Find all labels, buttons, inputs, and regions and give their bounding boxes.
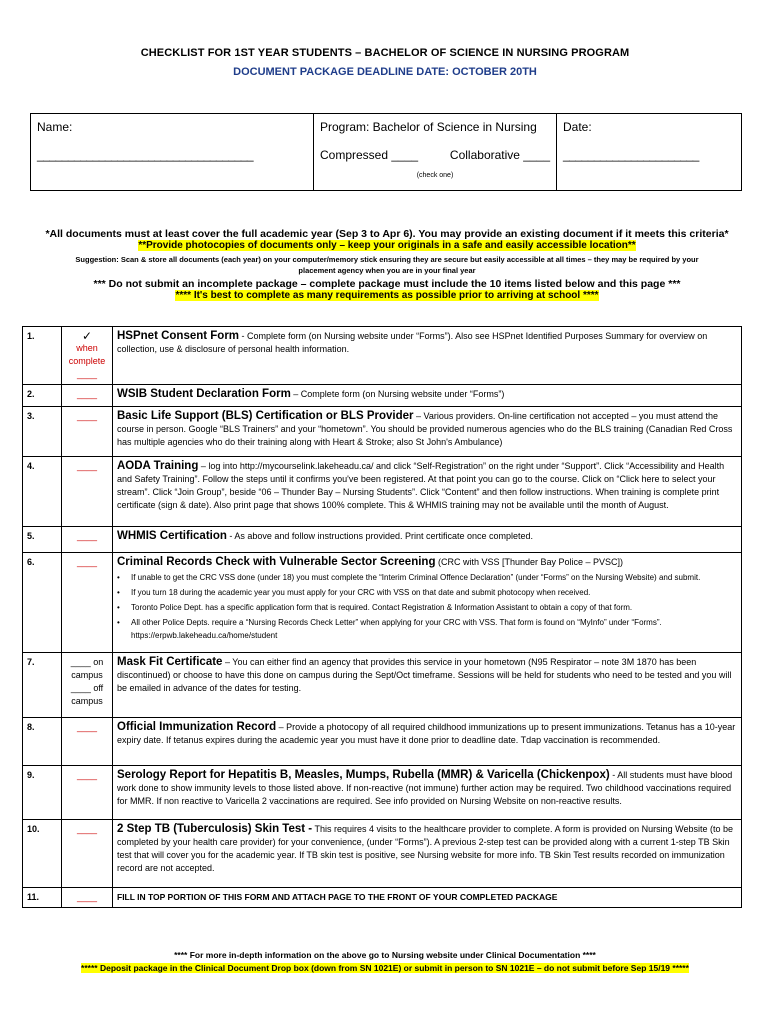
checklist-row: [23, 527, 742, 553]
page-title: CHECKLIST FOR 1ST YEAR STUDENTS – BACHELOR OF SCIENCE IN NURSING PROGRAM: [140, 47, 630, 59]
item-description: [113, 327, 742, 385]
intro-line-2: **Provide photocopies of documents only – keep your originals in a safe and easily accessible location**: [138, 240, 636, 251]
item-description: [113, 888, 742, 908]
checkmark-icon: ✓: [81, 329, 93, 343]
check-one-note: (check one): [416, 172, 454, 179]
checklist-row: [23, 653, 742, 718]
item-number: 3.: [23, 407, 62, 457]
program-cell: [314, 114, 557, 191]
date-cell[interactable]: [557, 114, 742, 191]
item-description: [113, 527, 742, 553]
item-name: Mask Fit Certificate: [117, 656, 223, 668]
item-details: – log into http://mycourselink.lakeheadu.ca/ and click “Self-Registration” on the right under “Support”. Click “Accessibility and Health and Safety Training”. Follow the steps until it confirms you've been registered. At that point you can go to the course. Click on “Click here to select your stream”. Click “Join Group”, beside “06 – Thunder Bay – Nursing Students”. Click “Content” and then follow instructions. When training is complete print certificate (sign & date). Also print page that shows 100% complete. This & WHMIS training may not be available until the month of August.: [117, 461, 725, 510]
item-details: (CRC with VSS [Thunder Bay Police – PVSC]): [435, 557, 624, 567]
checklist-row: [23, 553, 742, 653]
item-description: [113, 766, 742, 820]
check-blank: ____: [76, 770, 98, 780]
item-description: [113, 718, 742, 766]
checklist-row: [23, 327, 742, 385]
checklist-row: [23, 407, 742, 457]
bullet-item: • If you turn 18 during the academic year you must apply for your CRC with VSS on that date and submit photocopy when received.: [117, 586, 737, 599]
item-details: This requires 4 visits to the healthcare provider to complete. A form is provided on Nursing Website (to be completed by your health care provider) for your convenience, (under “Forms”). A previous 2-step test can be provided along with a current 1-step TB Skin test that will cover you for the academic year. If TB skin test is positive, see Nursing website for more info. TB Skin Test results recorded on immunization record are not accepted.: [117, 824, 733, 873]
item-number: 5.: [23, 527, 62, 553]
checklist-row: [23, 457, 742, 527]
item-name: Basic Life Support (BLS) Certification or BLS Provider: [117, 410, 414, 422]
bullet-item: • If unable to get the CRC VSS done (under 18) you must complete the “Interim Criminal Offence Declaration” (under “Forms” on the Nursing Website) and submit.: [117, 571, 737, 584]
item-number: 8.: [23, 718, 62, 766]
footer-line-1: **** For more in-depth information on the above go to Nursing website under Clinical Documentation ****: [174, 950, 596, 960]
item-number: 4.: [23, 457, 62, 527]
item-details: – You can either find an agency that provides this service in your hometown (N95 Respirator – note 3M 1870 has been discontinued) or choose to have this done on campus during the Sept/Oct timeframe. Sessions will be held for students who need to be tested and you will be emailed in advance of the dates for testing.: [117, 657, 732, 693]
item-name: WHMIS Certification: [117, 530, 227, 542]
item-description: [113, 653, 742, 718]
item-details: – Various providers. On-line certification not accepted – you must attend the course in person. Google “BLS Trainers” and your “hometown”. You should be provided numerous agencies who do the BLS training (Canadian Red Cross has multiple agencies who do their training along with Heart & Stroke; also St John's Ambulance): [117, 411, 733, 447]
checklist-row: [23, 385, 742, 407]
check-blank: ____: [76, 389, 98, 399]
checklist-row: [23, 820, 742, 888]
item-details: - All students must have blood work done to show immunity levels to those listed above. If non-reactive (not immune) further action may be required. Two childhood vaccinations required for MMR. If non reactive to Varicella 2 vaccinations are required. See info provided on Nursing Website on non-reactive results.: [117, 770, 733, 806]
completion-checkbox[interactable]: [62, 888, 113, 908]
item-description: [113, 407, 742, 457]
program-label: Program: Bachelor of Science in Nursing: [320, 120, 537, 134]
checklist-row: [23, 888, 742, 908]
name-cell[interactable]: [31, 114, 314, 191]
checklist-row: [23, 718, 742, 766]
item-name: AODA Training: [117, 460, 199, 472]
check-blank: ____: [76, 722, 98, 732]
completion-checkbox[interactable]: [62, 527, 113, 553]
completion-checkbox[interactable]: [62, 820, 113, 888]
completion-checkbox[interactable]: [62, 766, 113, 820]
check-blank: when complete ____: [68, 343, 106, 379]
compressed-option[interactable]: Compressed ____: [320, 148, 419, 162]
check-blank: ____: [76, 411, 98, 421]
completion-checkbox[interactable]: [62, 327, 113, 385]
item-details: - Complete form (on Nursing website under “Forms”). Also see HSPnet Identified Purposes Summary for overview on collection, use & disclosure of personal health information.: [117, 331, 708, 354]
item-description: [113, 457, 742, 527]
completion-checkbox[interactable]: [62, 407, 113, 457]
intro-line-5: **** It's best to complete as many requirements as possible prior to arriving at school ****: [175, 290, 599, 301]
item-number: 11.: [23, 888, 62, 908]
intro-line-1: *All documents must at least cover the full academic year (Sep 3 to Apr 6). You may provide an existing document if it meets this criteria*: [45, 228, 729, 240]
item-description: [113, 553, 742, 653]
item-description: [113, 820, 742, 888]
item-number: 7.: [23, 653, 62, 718]
collaborative-option[interactable]: Collaborative ____: [449, 148, 550, 162]
check-blank: ____: [76, 892, 98, 902]
intro-section: [22, 228, 752, 301]
name-label: Name:: [37, 120, 73, 134]
date-blank[interactable]: ______________________: [563, 148, 699, 162]
item-name: Serology Report for Hepatitis B, Measles, Mumps, Rubella (MMR) & Varicella (Chickenpox): [117, 769, 610, 781]
footer-line-2: ***** Deposit package in the Clinical Document Drop box (down from SN 1021E) or submit in person to SN 1021E – do not submit before Sep 15/19 *****: [81, 963, 689, 973]
intro-line-3: Suggestion: Scan & store all documents (each year) on your computer/memory stick ensuring they are secure but easily accessible at all times – they may be required by your placement agency when you are in your final year: [75, 255, 699, 275]
name-blank[interactable]: ___________________________________: [37, 148, 254, 162]
footer: [0, 950, 770, 973]
item-name: HSPnet Consent Form: [117, 330, 240, 342]
student-info-table: [30, 113, 742, 191]
completion-checkbox[interactable]: [62, 718, 113, 766]
item-number: 9.: [23, 766, 62, 820]
item-number: 2.: [23, 385, 62, 407]
item-details: - As above and follow instructions provided. Print certificate once completed.: [226, 531, 534, 541]
item-name: 2 Step TB (Tuberculosis) Skin Test -: [117, 823, 313, 835]
item-description: [113, 385, 742, 407]
completion-checkbox[interactable]: [62, 553, 113, 653]
completion-checkbox[interactable]: [62, 457, 113, 527]
bullet-item: • Toronto Police Dept. has a specific application form that is required. Contact Registration & Information Assistant to obtain a copy of that form.: [117, 601, 737, 614]
intro-line-4: *** Do not submit an incomplete package – complete package must include the 10 items listed below and this page ***: [93, 278, 681, 290]
check-blank: ____ on campus ____ off campus: [70, 657, 104, 706]
item-name: WSIB Student Declaration Form: [117, 388, 291, 400]
date-label: Date:: [563, 120, 592, 134]
completion-checkbox[interactable]: [62, 385, 113, 407]
item-details: – Provide a photocopy of all required childhood immunizations up to present immunizations. Tetanus has a 10-year expiry date. If tetanus expires during the academic year you must have it done prior to deadline date. Tdap vaccination is recommended.: [117, 722, 736, 745]
check-blank: ____: [76, 461, 98, 471]
item-name: Criminal Records Check with Vulnerable Sector Screening: [117, 556, 436, 568]
deadline-title: DOCUMENT PACKAGE DEADLINE DATE: OCTOBER 20TH: [233, 66, 537, 78]
check-blank: ____: [76, 557, 98, 567]
checklist-row: [23, 766, 742, 820]
check-blank: ____: [76, 531, 98, 541]
item-number: 10.: [23, 820, 62, 888]
bullet-item: • All other Police Depts. require a “Nursing Records Check Letter” when applying for your CRC with VSS. That form is found on “MyInfo” under “Forms”. https://erpwb.lakeheadu.ca/home/student: [117, 616, 737, 642]
completion-checkbox[interactable]: [62, 653, 113, 718]
checklist-table: [22, 326, 742, 908]
check-blank: ____: [76, 824, 98, 834]
item-name: Official Immunization Record: [117, 721, 277, 733]
item-details: FILL IN TOP PORTION OF THIS FORM AND ATTACH PAGE TO THE FRONT OF YOUR COMPLETED PACKAGE: [117, 892, 558, 902]
item-details: – Complete form (on Nursing website under “Forms”): [290, 389, 505, 399]
item-number: 1.: [23, 327, 62, 385]
item-number: 6.: [23, 553, 62, 653]
